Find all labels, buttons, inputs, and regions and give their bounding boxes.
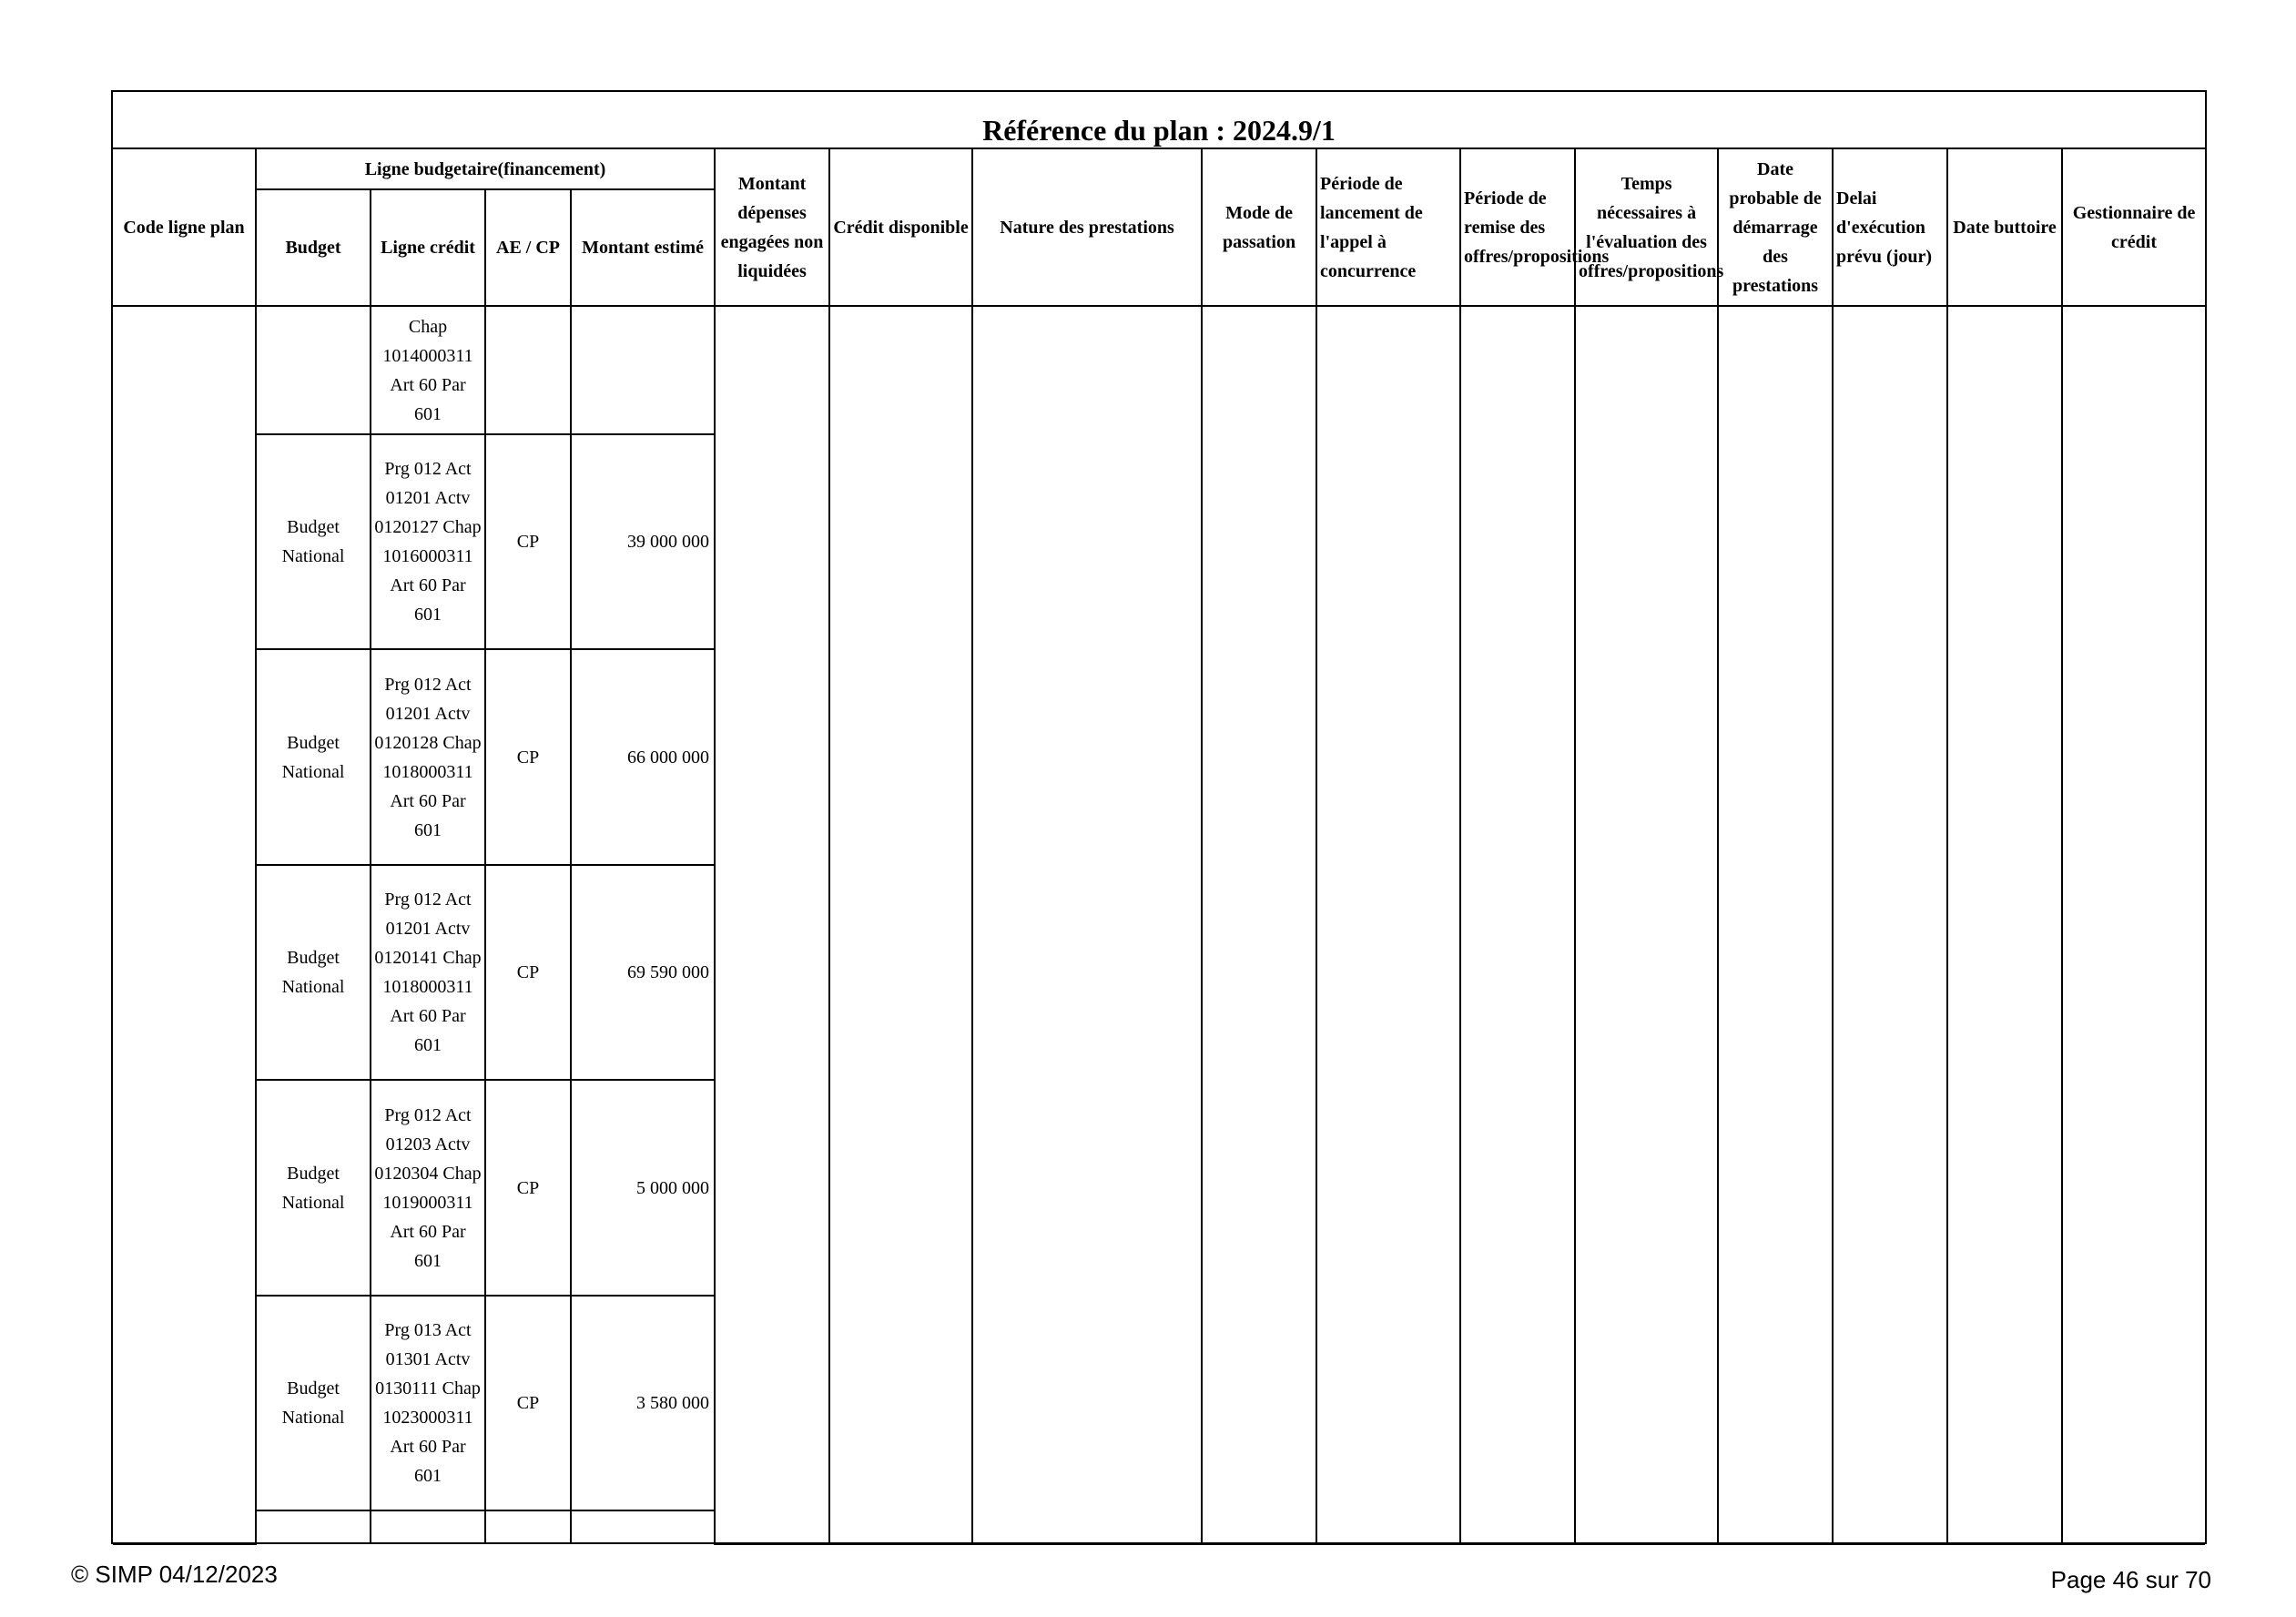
budget-cell bbox=[256, 1510, 371, 1544]
header-credit-disponible: Crédit disponible bbox=[829, 149, 972, 306]
nature-prestations-cell bbox=[972, 306, 1202, 1544]
header-ligne-budgetaire: Ligne budgetaire(financement) bbox=[256, 149, 715, 189]
montant-estime-cell: 3 580 000 bbox=[571, 1296, 715, 1510]
header-date-buttoire: Date buttoire bbox=[1947, 149, 2062, 306]
ae-cp-cell: CP bbox=[485, 434, 571, 649]
header-temps-evaluation: Temps nécessaires à l'évaluation des offres/propositions bbox=[1575, 149, 1718, 306]
header-date-demarrage: Date probable de démarrage des prestations bbox=[1718, 149, 1833, 306]
date-demarrage-cell bbox=[1718, 306, 1833, 1544]
date-buttoire-cell bbox=[1947, 306, 2062, 1544]
ae-cp-cell bbox=[485, 306, 571, 434]
ae-cp-cell: CP bbox=[485, 1296, 571, 1510]
title-band bbox=[113, 92, 2205, 149]
header-budget: Budget bbox=[256, 189, 371, 306]
montant-estime-cell bbox=[571, 1510, 715, 1544]
gestionnaire-credit-cell bbox=[2062, 306, 2205, 1544]
montant-estime-cell: 69 590 000 bbox=[571, 865, 715, 1080]
header-montant-depenses: Montant dépenses engagées non liquidées bbox=[715, 149, 829, 306]
header-periode-remise: Période de remise des offres/propositions bbox=[1460, 149, 1575, 306]
budget-cell bbox=[256, 306, 371, 434]
budget-cell: Budget National bbox=[256, 1080, 371, 1296]
header-montant-estime: Montant estimé bbox=[571, 189, 715, 306]
montant-estime-cell: 5 000 000 bbox=[571, 1080, 715, 1296]
plan-table bbox=[113, 149, 2205, 1545]
credit-disponible-cell bbox=[829, 306, 972, 1544]
header-mode-passation: Mode de passation bbox=[1202, 149, 1316, 306]
temps-evaluation-cell bbox=[1575, 306, 1718, 1544]
montant-estime-cell: 66 000 000 bbox=[571, 649, 715, 865]
ligne-credit-cell: Prg 012 Act 01203 Actv 0120304 Chap 1019000311 Art 60 Par 601 bbox=[371, 1080, 485, 1296]
ligne-credit-cell: Chap 1014000311 Art 60 Par 601 bbox=[371, 306, 485, 434]
montant-estime-cell: 39 000 000 bbox=[571, 434, 715, 649]
header-nature-prestations: Nature des prestations bbox=[972, 149, 1202, 306]
budget-cell: Budget National bbox=[256, 865, 371, 1080]
budget-cell: Budget National bbox=[256, 649, 371, 865]
code-ligne-plan-cell bbox=[113, 306, 256, 1544]
plan-table-frame bbox=[111, 90, 2207, 1544]
footer-page-number: Page 46 sur 70 bbox=[2050, 1566, 2211, 1593]
ligne-credit-cell bbox=[371, 1510, 485, 1544]
header-ligne-credit: Ligne crédit bbox=[371, 189, 485, 306]
periode-lancement-cell bbox=[1316, 306, 1460, 1544]
montant-estime-cell bbox=[571, 306, 715, 434]
header-delai-execution: Delai d'exécution prévu (jour) bbox=[1833, 149, 1947, 306]
delai-execution-cell bbox=[1833, 306, 1947, 1544]
footer-copyright: © SIMP 04/12/2023 bbox=[71, 1561, 278, 1588]
ae-cp-cell: CP bbox=[485, 649, 571, 865]
ligne-credit-cell: Prg 012 Act 01201 Actv 0120127 Chap 1016000311 Art 60 Par 601 bbox=[371, 434, 485, 649]
budget-cell: Budget National bbox=[256, 1296, 371, 1510]
ligne-credit-cell: Prg 013 Act 01301 Actv 0130111 Chap 1023000311 Art 60 Par 601 bbox=[371, 1296, 485, 1510]
header-ae-cp: AE / CP bbox=[485, 189, 571, 306]
periode-remise-cell bbox=[1460, 306, 1575, 1544]
header-periode-lancement: Période de lancement de l'appel à concurrence bbox=[1316, 149, 1460, 306]
ae-cp-cell bbox=[485, 1510, 571, 1544]
header-gestionnaire-credit: Gestionnaire de crédit bbox=[2062, 149, 2205, 306]
ligne-credit-cell: Prg 012 Act 01201 Actv 0120141 Chap 1018000311 Art 60 Par 601 bbox=[371, 865, 485, 1080]
montant-depenses-cell bbox=[715, 306, 829, 1544]
mode-passation-cell bbox=[1202, 306, 1316, 1544]
ae-cp-cell: CP bbox=[485, 865, 571, 1080]
header-code-ligne-plan: Code ligne plan bbox=[113, 149, 256, 306]
budget-cell: Budget National bbox=[256, 434, 371, 649]
ligne-credit-cell: Prg 012 Act 01201 Actv 0120128 Chap 1018000311 Art 60 Par 601 bbox=[371, 649, 485, 865]
ae-cp-cell: CP bbox=[485, 1080, 571, 1296]
plan-reference-title: Référence du plan : 2024.9/1 bbox=[982, 114, 1336, 147]
